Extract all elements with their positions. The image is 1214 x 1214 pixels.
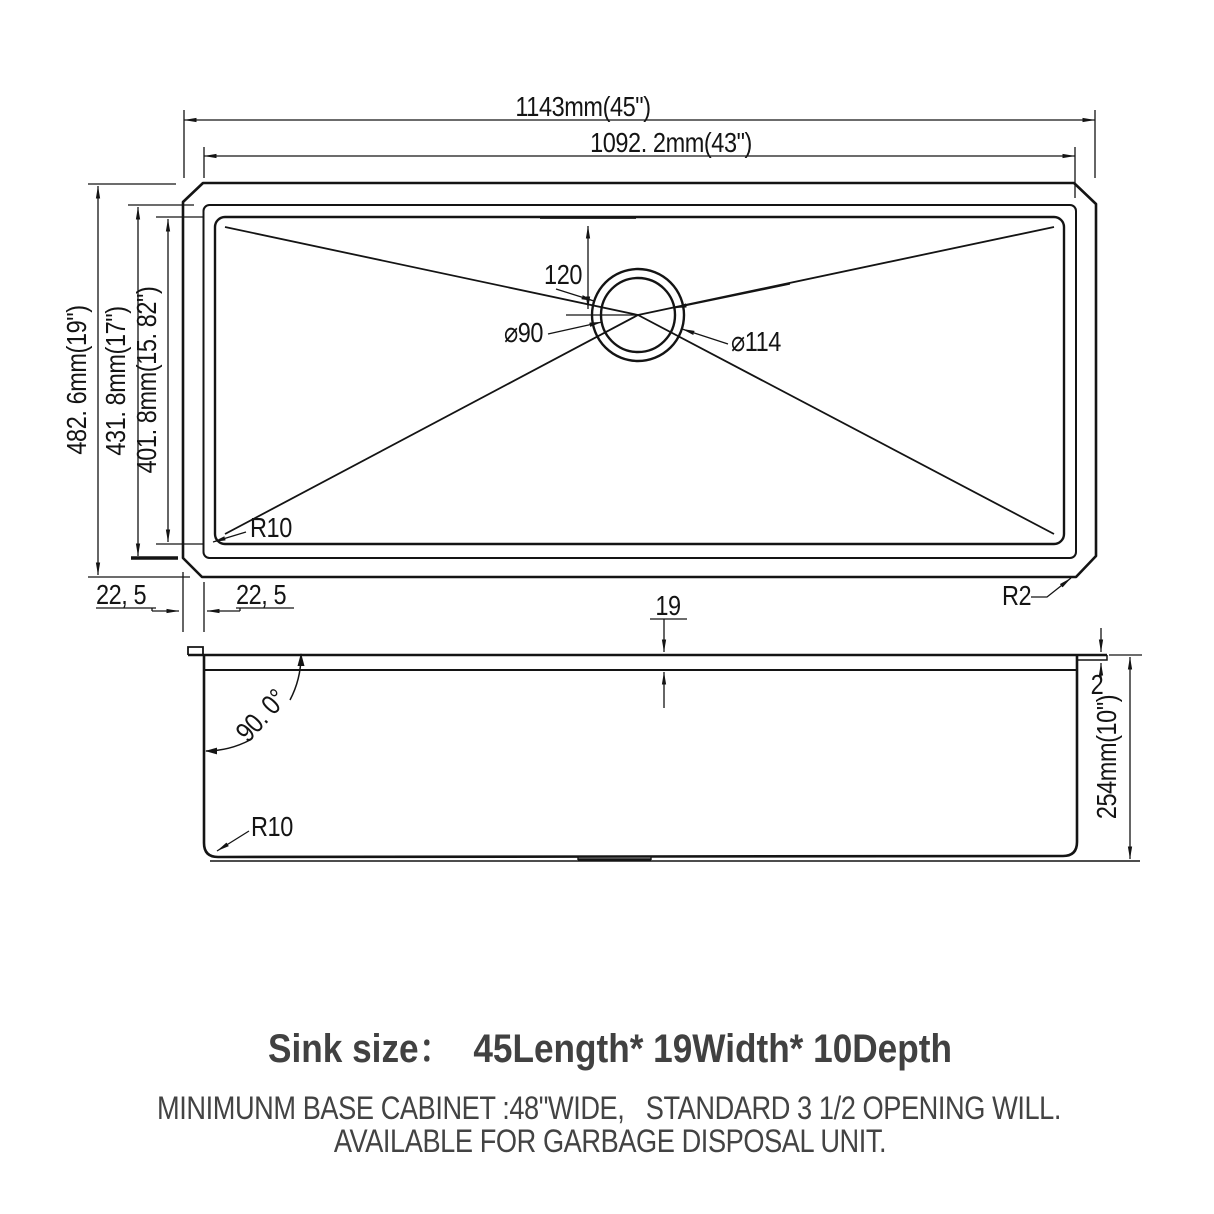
outer-rim-outline bbox=[183, 183, 1096, 577]
bowl-radius-label: R10 bbox=[250, 513, 292, 544]
bowl-diagonals bbox=[225, 227, 1054, 534]
sink-size-title: Sink size： 45Length* 19Width* 10Depth bbox=[268, 1025, 952, 1071]
bowl-outline bbox=[215, 217, 1064, 544]
dim-outer-width-label: 1143mm(45") bbox=[515, 92, 651, 123]
outer-radius-label: R2 bbox=[1002, 581, 1032, 612]
dim-bowl-height-label: 401. 8mm(15. 82") bbox=[132, 286, 163, 474]
callout-bowl-radius bbox=[213, 513, 292, 543]
dim-drain-inner-label: ⌀90 bbox=[504, 318, 544, 349]
angle-annotation bbox=[205, 653, 305, 754]
dim-drain-offset bbox=[540, 218, 636, 316]
rim-thickness-label: 19 bbox=[655, 591, 681, 622]
dim-edge-thickness bbox=[1077, 628, 1107, 700]
bottom-radius-label: R10 bbox=[251, 812, 293, 843]
dim-bowl-height bbox=[132, 217, 204, 544]
top-view bbox=[62, 92, 1096, 632]
rim-dim-left-label: 22, 5 bbox=[96, 580, 147, 611]
depth-label: 254mm(10") bbox=[1092, 694, 1123, 820]
callout-bottom-radius bbox=[217, 812, 293, 851]
basin-profile bbox=[204, 655, 1077, 857]
angle-arrow-left bbox=[205, 748, 217, 755]
dim-inner-width-label: 1092. 2mm(43") bbox=[590, 128, 752, 159]
dim-drain-outer-label: ⌀114 bbox=[731, 327, 781, 358]
wall-angle-label: 90. 0° bbox=[230, 684, 293, 749]
dim-rim-thickness bbox=[650, 591, 687, 708]
dim-inner-width bbox=[204, 128, 1075, 198]
dim-drain-offset-label: 120 bbox=[544, 260, 582, 291]
dim-rim-width bbox=[96, 572, 294, 632]
cabinet-note: MINIMUNM BASE CABINET :48"WIDE, STANDARD 3 1/2 OPENING WILL. bbox=[157, 1090, 1061, 1127]
dim-rim-height-label: 431. 8mm(17") bbox=[101, 306, 132, 456]
inner-rim-outline bbox=[204, 205, 1077, 558]
edge-thickness-label: 2 bbox=[1090, 670, 1104, 701]
footer bbox=[157, 1026, 1061, 1160]
side-view bbox=[188, 591, 1142, 861]
disposal-note: AVAILABLE FOR GARBAGE DISPOSAL UNIT. bbox=[333, 1123, 887, 1160]
callout-outer-radius bbox=[1002, 578, 1071, 611]
dim-drain-outer bbox=[556, 289, 781, 357]
rim-dim-right-label: 22, 5 bbox=[236, 580, 287, 611]
dim-outer-height-label: 482. 6mm(19") bbox=[62, 305, 93, 455]
